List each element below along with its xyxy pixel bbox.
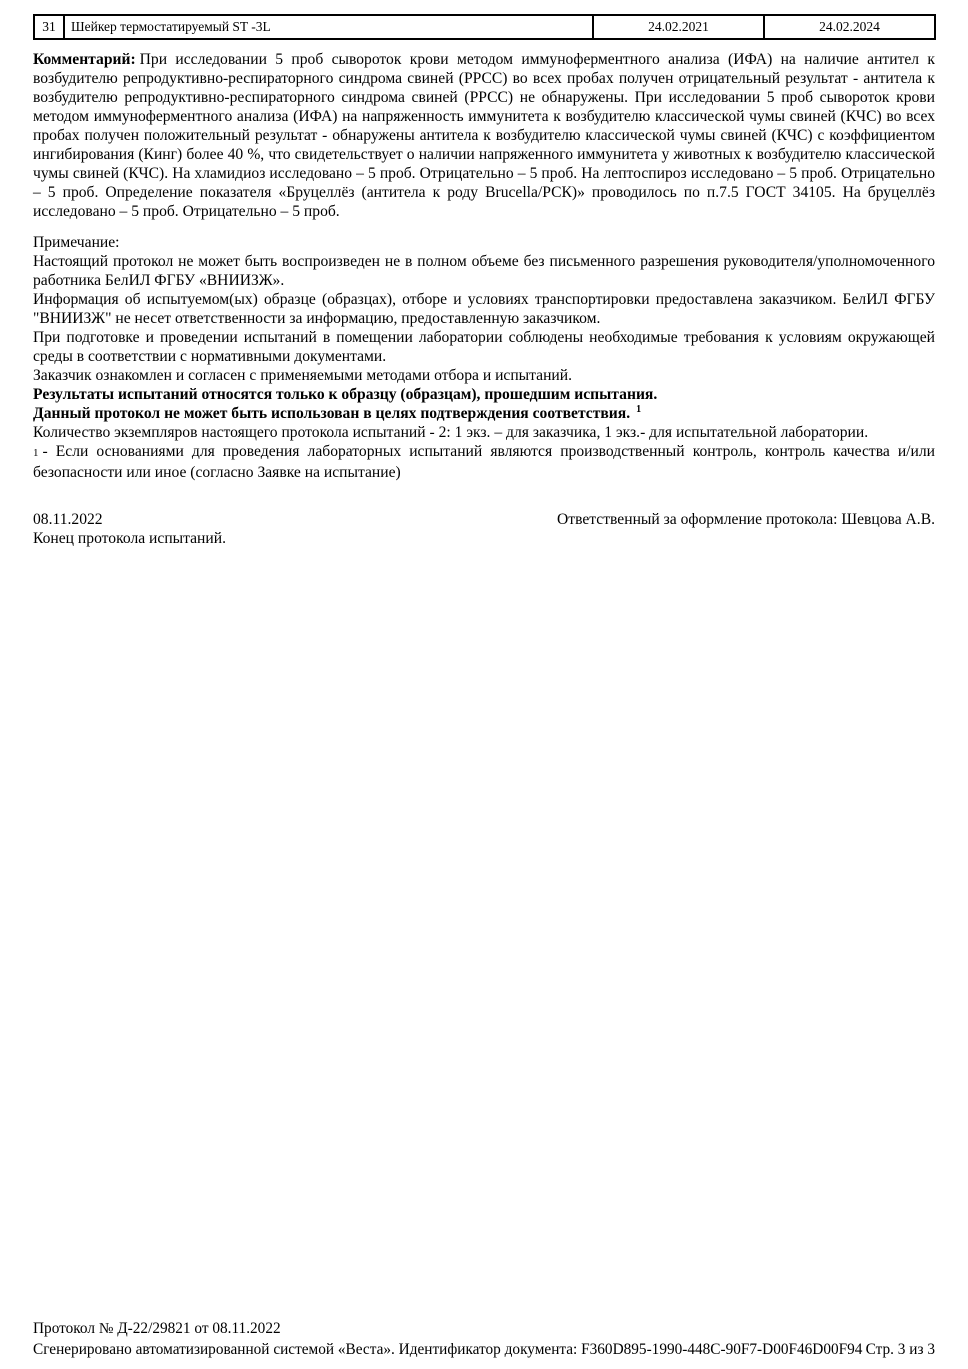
signature-row <box>33 510 935 529</box>
equipment-date-start: 24.02.2021 <box>593 15 764 39</box>
copies-count-line: Количество экземпляров настоящего протокола испытаний - 2: 1 экз. – для заказчика, 1 экз.- для испытательной лаборатории. <box>33 424 869 441</box>
signature-date: 08.11.2022 <box>33 511 103 528</box>
footnote-marker: 1 <box>33 447 39 459</box>
equipment-date-end: 24.02.2024 <box>764 15 935 39</box>
equipment-name: Шейкер термостатируемый ST -3L <box>64 15 593 39</box>
equipment-table <box>33 14 936 40</box>
note-paragraph-sample-info: Информация об испытуемом(ых) образце (образцах), отборе и условиях транспортировки предоставлена заказчиком. БелИЛ ФГБУ "ВНИИЗЖ" не несет ответственности за информацию, предоставленную заказчиком. <box>33 291 935 327</box>
comment-label: Комментарий: <box>33 51 136 68</box>
equipment-row-number: 31 <box>34 15 64 39</box>
note-paragraph-reproduction: Настоящий протокол не может быть воспроизведен не в полном объеме без письменного разрешения руководителя/уполномоченного работника БелИЛ ФГБУ «ВНИИЗЖ». <box>33 253 935 289</box>
comment-paragraph <box>33 50 935 221</box>
note-paragraph-lab-conditions: При подготовке и проведении испытаний в помещении лаборатории соблюдены необходимые требования к условиям окружающей среды в соответствии с нормативными документами. <box>33 329 935 365</box>
note-paragraph-customer-agreement: Заказчик ознакомлен и согласен с применяемыми методами отбора и испытаний. <box>33 367 573 384</box>
note-section <box>33 233 935 482</box>
footer-bottom-row <box>33 1339 935 1360</box>
footer-protocol-number: Протокол № Д-22/29821 от 08.11.2022 <box>33 1320 281 1337</box>
end-of-protocol-line: Конец протокола испытаний. <box>33 530 226 547</box>
signature-responsible: Ответственный за оформление протокола: Шевцова А.В. <box>557 511 935 528</box>
comment-text: При исследовании 5 проб сывороток крови методом иммуноферментного анализа (ИФА) на наличие антител к возбудителю репродуктивно-респираторного синдрома свиней (РРСС) во всех пробах получен отрицательный результат - антитела к возбудителю репродуктивно-респираторного синдрома свиней (РРСС) не обнаружены. При исследовании 5 проб сывороток крови методом иммуноферментного анализа (ИФА) на напряженность иммунитета к возбудителю классической чумы свиней (КЧС) во всех пробах получен положительный результат - обнаружены антитела к возбудителю классической чумы свиней (КЧС) с коэффициентом ингибирования (Кинг) более 40 %, что свидетельствует о наличии напряженного иммунитета у животных к возбудителю классической чумы свиней (КЧС). На хламидиоз исследовано – 5 проб. Отрицательно – 5 проб. На лептоспироз исследовано – 5 проб. Отрицательно – 5 проб. Определение показателя «Бруцеллёз (антитела к роду Brucella/РСК)» проводилось по п.7.5 ГОСТ 34105. На бруцеллёз исследовано – 5 проб. Отрицательно – 5 проб. <box>33 51 935 220</box>
footnote-paragraph <box>33 442 935 482</box>
footer-page-number: Стр. 3 из 3 <box>865 1341 935 1358</box>
page-footer <box>33 1318 935 1360</box>
protocol-usage-statement <box>33 404 935 423</box>
protocol-usage-text: Данный протокол не может быть использован в целях подтверждения соответствия. <box>33 405 631 422</box>
note-label: Примечание: <box>33 234 120 251</box>
table-row <box>34 15 935 39</box>
footnote-text: - Если основаниями для проведения лабораторных испытаний являются производственный контроль, контроль качества и/или безопасности или иное (согласно Заявке на испытание) <box>33 443 935 481</box>
footer-generated-by: Сгенерировано автоматизированной системой «Веста». Идентификатор документа: F360D895-1990-448C-90F7-D00F46D00F94 <box>33 1341 863 1358</box>
results-apply-statement: Результаты испытаний относятся только к образцу (образцам), прошедшим испытания. <box>33 386 658 403</box>
footnote-reference-mark: 1 <box>636 403 642 415</box>
